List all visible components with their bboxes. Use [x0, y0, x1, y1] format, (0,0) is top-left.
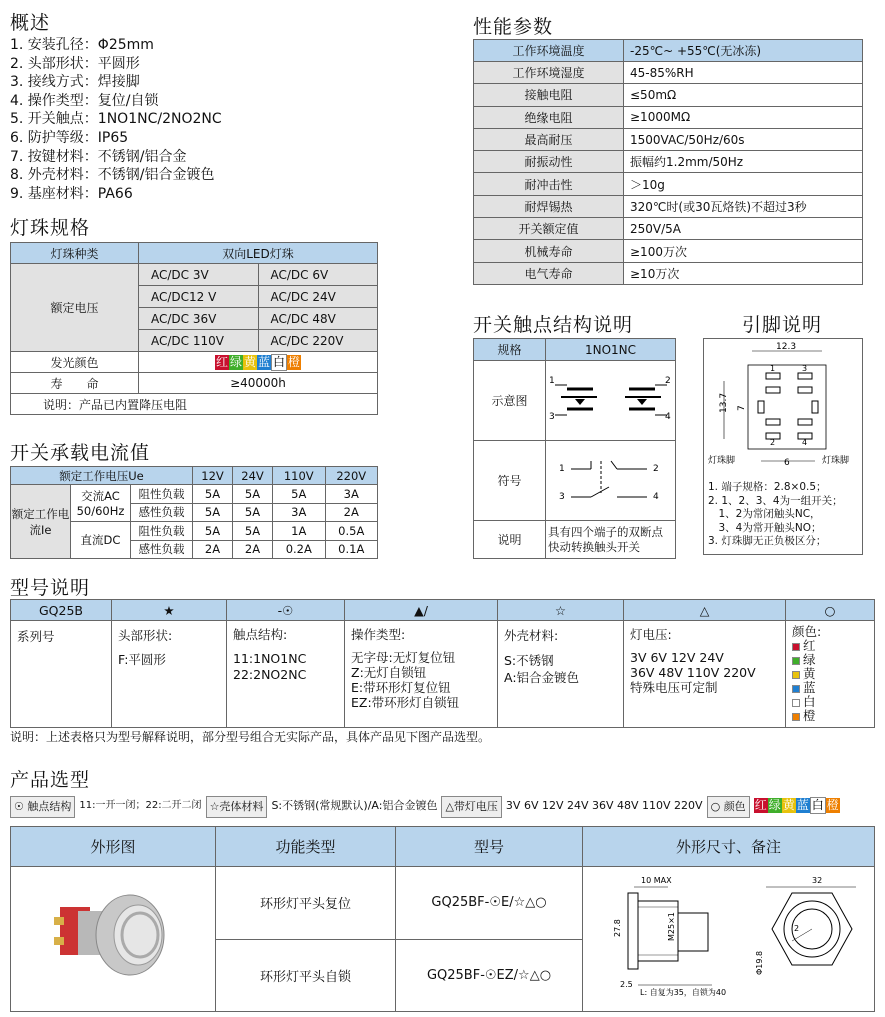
cell: 0.2A — [273, 540, 325, 559]
note: 3. 灯珠脚无正负极区分； — [708, 535, 827, 547]
lamp-h1: 灯珠种类 — [11, 243, 139, 264]
perf-k: 最高耐压 — [474, 128, 624, 150]
lamp-h2: 双向LED灯珠 — [139, 243, 378, 264]
sh: 外形尺寸、备注 — [583, 827, 875, 867]
mh: ▲/ — [345, 600, 498, 621]
perf-v: 320℃时(或30瓦烙铁)不超过3秒 — [624, 195, 863, 217]
t: S:不锈钢 — [504, 653, 554, 668]
lamp-note: 说明：产品已内置降压电阻 — [11, 394, 378, 415]
schematic-diagram — [547, 361, 675, 437]
volt: AC/DC 36V — [139, 308, 259, 330]
color-item: 绿 — [792, 653, 868, 667]
dim-drawing — [586, 867, 871, 1007]
t: 操作类型: — [351, 627, 406, 642]
sel-title: 产品选型 — [10, 769, 91, 791]
perf-k: 工作环境温度 — [474, 40, 624, 62]
mh: ☆ — [498, 600, 624, 621]
cur-ac: 交流AC 50/60Hz — [71, 485, 131, 522]
cell: 5A — [233, 485, 273, 504]
cell: 5A — [193, 503, 233, 522]
color-swatch: 蓝 — [796, 798, 809, 812]
mh: -☉ — [227, 600, 345, 621]
list-item: 1. 安装孔径：Φ25mm — [10, 37, 154, 53]
svg-text:灯珠脚: 灯珠脚 — [822, 456, 850, 466]
v: 110V — [273, 467, 325, 485]
volt: AC/DC 48V — [258, 308, 378, 330]
c-h1: 规格 — [474, 339, 546, 361]
func: 环形灯平头复位 — [216, 867, 396, 940]
volt: AC/DC 3V — [139, 264, 259, 286]
rated-label: 额定电压 — [11, 264, 139, 352]
cell: 5A — [273, 485, 325, 504]
color-swatch: 绿 — [768, 798, 781, 812]
svg-text:3: 3 — [802, 364, 808, 373]
volt: AC/DC 110V — [139, 330, 259, 352]
v: 24V — [233, 467, 273, 485]
list-item: 6. 防护等级：IP65 — [10, 129, 129, 146]
mh: GQ25B — [11, 600, 112, 621]
svg-text:2: 2 — [770, 438, 776, 447]
svg-text:灯珠脚: 灯珠脚 — [708, 456, 736, 466]
t: 11:1NO1NC — [233, 651, 307, 666]
cell: 5A — [193, 522, 233, 541]
volt: AC/DC12 V — [139, 286, 259, 308]
contact-table — [473, 338, 676, 559]
perf-v: ≥10万次 — [624, 262, 863, 284]
life-label: 寿 命 — [11, 373, 139, 394]
leg-colors — [754, 796, 840, 818]
color-swatch: 红 — [754, 798, 767, 812]
sel-table — [10, 826, 875, 1012]
t: EZ:带环形灯自锁钮 — [351, 695, 460, 710]
t: 36V 48V 110V 220V — [630, 665, 756, 680]
t: 无字母:无灯复位钮 — [351, 650, 456, 665]
color-item: 蓝 — [792, 681, 868, 695]
color-list — [792, 639, 868, 723]
cell: 2A — [233, 540, 273, 559]
color-swatch: 蓝 — [258, 354, 271, 369]
color-swatches — [139, 352, 378, 373]
current-table — [10, 466, 378, 559]
perf-v: 1500VAC/50Hz/60s — [624, 128, 863, 150]
svg-text:12.3: 12.3 — [776, 342, 797, 352]
perf-table — [473, 39, 863, 285]
c-r3: 说明 — [474, 521, 546, 559]
sh: 型号 — [396, 827, 583, 867]
t: 3V 6V 12V 24V — [630, 650, 724, 665]
life-value: ≥40000h — [139, 373, 378, 394]
cell: 3A — [273, 503, 325, 522]
schematic — [546, 361, 676, 441]
list-item: 8. 外壳材料：不锈钢/铝合金镀色 — [10, 167, 215, 184]
cell: 2A — [325, 503, 378, 522]
load: 感性负载 — [131, 503, 193, 522]
sel-legend — [10, 796, 875, 818]
volt: AC/DC 220V — [258, 330, 378, 352]
mh: ★ — [112, 600, 227, 621]
color-swatch: 黄 — [243, 354, 256, 369]
model-note: 说明：上述表格只为型号解释说明，部分型号组合无实际产品，具体产品见下图产品选型。 — [10, 730, 491, 744]
sh: 功能类型 — [216, 827, 396, 867]
v: 12V — [193, 467, 233, 485]
n2: 2 — [664, 376, 671, 386]
list-item: 5. 开关触点：1NO1NC/2NO2NC — [10, 111, 222, 128]
svg-text:2: 2 — [794, 924, 800, 933]
v: 220V — [325, 467, 378, 485]
perf-v: 45-85%RH — [624, 62, 863, 84]
cell: 5A — [233, 522, 273, 541]
n1: 1 — [548, 376, 555, 386]
svg-text:1: 1 — [558, 464, 565, 474]
perf-k: 接触电阻 — [474, 84, 624, 106]
cur-rated: 额定工作电流Ie — [11, 485, 71, 559]
svg-text:4: 4 — [652, 492, 659, 502]
perf-k: 机械寿命 — [474, 240, 624, 262]
lamp-table — [10, 242, 378, 415]
cell: 5A — [233, 503, 273, 522]
c-r2: 符号 — [474, 441, 546, 521]
color-swatch: 橙 — [288, 354, 301, 369]
cell: 2A — [193, 540, 233, 559]
note: 1、2为常闭触头NC， — [708, 508, 821, 520]
model-table — [10, 599, 875, 728]
list-item: 2. 头部形状：平圆形 — [10, 55, 140, 72]
n4: 4 — [664, 412, 671, 422]
color-item: 红 — [792, 639, 868, 653]
svg-text:2: 2 — [652, 464, 659, 474]
model-no: GQ25BF-☉E/☆△○ — [396, 867, 583, 940]
t: 22:2NO2NC — [233, 667, 307, 682]
svg-text:2.5: 2.5 — [620, 980, 633, 989]
perf-k: 开关额定值 — [474, 218, 624, 240]
color-swatch: 黄 — [782, 798, 795, 812]
color-swatch: 白 — [273, 354, 286, 369]
symbol — [546, 441, 676, 521]
perf-v: 振幅约1.2mm/50Hz — [624, 151, 863, 173]
t: A:铝合金镀色 — [504, 670, 580, 685]
cell: 1A — [273, 522, 325, 541]
mh: △ — [624, 600, 786, 621]
perf-k: 工作环境湿度 — [474, 62, 624, 84]
mh: ○ — [786, 600, 875, 621]
leg4: ○ 颜色 — [707, 796, 750, 818]
leg1v: 11:一开一闭；22:二开二闭 — [79, 800, 202, 811]
model-no: GQ25BF-☉EZ/☆△○ — [396, 939, 583, 1012]
cur-head: 额定工作电压Ue — [11, 467, 193, 485]
color-label: 发光颜色 — [11, 352, 139, 373]
switch-photo — [38, 877, 188, 997]
dims — [583, 867, 875, 1012]
current-title: 开关承载电流值 — [10, 442, 151, 464]
note: 2. 1、2、3、4为一组开关； — [708, 494, 843, 507]
leg2v: S:不锈钢(常规默认)/A:铝合金镀色 — [271, 799, 438, 812]
t: E:带环形灯复位钮 — [351, 680, 451, 695]
pin-notes — [704, 481, 862, 549]
color-swatch: 白 — [811, 798, 824, 812]
model-title: 型号说明 — [10, 577, 91, 599]
perf-k: 绝缘电阻 — [474, 106, 624, 128]
load: 阻性负载 — [131, 522, 193, 541]
svg-text:32: 32 — [812, 876, 823, 885]
load: 阻性负载 — [131, 485, 193, 504]
load: 感性负载 — [131, 540, 193, 559]
volt: AC/DC 24V — [258, 286, 378, 308]
cell: 5A — [193, 485, 233, 504]
overview-title: 概述 — [10, 12, 51, 34]
list-item: 9. 基座材料：PA66 — [10, 185, 133, 202]
list-item: 3. 接线方式：焊接脚 — [10, 74, 140, 91]
color-swatch: 红 — [215, 354, 228, 369]
c-h2: 1NO1NC — [546, 339, 676, 361]
leg3: △带灯电压 — [441, 796, 501, 818]
color-item: 橙 — [792, 709, 868, 723]
t: 灯电压: — [630, 627, 672, 642]
color-item: 黄 — [792, 667, 868, 681]
t: Z:无灯自锁钮 — [351, 665, 427, 680]
t: F:平圆形 — [118, 652, 166, 667]
pin-diagram — [704, 339, 862, 477]
perf-v: ≤50mΩ — [624, 84, 863, 106]
pin-title: 引脚说明 — [742, 314, 823, 336]
t: 外壳材料: — [504, 628, 559, 643]
lamp-title: 灯珠规格 — [10, 217, 91, 239]
perf-v: 250V/5A — [624, 218, 863, 240]
t: 触点结构: — [233, 627, 288, 642]
color-swatch: 橙 — [826, 798, 839, 812]
svg-text:3: 3 — [558, 492, 565, 502]
svg-text:27.8: 27.8 — [613, 919, 622, 937]
svg-text:L: 自复为35，自锁为40: L: 自复为35，自锁为40 — [640, 988, 727, 997]
note: 3、4为常开触头NO； — [708, 521, 822, 534]
svg-text:Φ19.8: Φ19.8 — [755, 950, 764, 975]
symbol-diagram — [547, 441, 675, 517]
leg1: ☉ 触点结构 — [10, 796, 75, 818]
pin-box — [703, 338, 863, 555]
svg-text:13.7: 13.7 — [719, 392, 729, 413]
t: 头部形状: — [118, 628, 173, 643]
list-item: 4. 操作类型：复位/自锁 — [10, 92, 159, 109]
contact-title: 开关触点结构说明 — [473, 314, 634, 336]
n3: 3 — [548, 412, 555, 422]
list-item: 7. 按键材料：不锈钢/铝合金 — [10, 148, 187, 165]
perf-title: 性能参数 — [473, 16, 554, 38]
volt: AC/DC 6V — [258, 264, 378, 286]
note: 1. 端子规格：2.8×0.5； — [708, 481, 827, 493]
c-r1: 示意图 — [474, 361, 546, 441]
svg-text:7: 7 — [737, 405, 747, 411]
svg-text:10 MAX: 10 MAX — [641, 876, 672, 885]
svg-text:6: 6 — [784, 458, 790, 468]
perf-v: -25℃~ +55℃(无冰冻) — [624, 40, 863, 62]
t: 特殊电压可定制 — [630, 680, 718, 695]
perf-v: ≥1000MΩ — [624, 106, 863, 128]
cell: 0.1A — [325, 540, 378, 559]
color-item: 白 — [792, 695, 868, 709]
svg-text:M25×1: M25×1 — [667, 912, 676, 941]
perf-v: ≥100万次 — [624, 240, 863, 262]
overview-list — [10, 36, 222, 203]
cell: 3A — [325, 485, 378, 504]
product-photo — [11, 867, 216, 1012]
perf-k: 耐冲击性 — [474, 173, 624, 195]
cur-dc: 直流DC — [71, 522, 131, 559]
func: 环形灯平头自锁 — [216, 939, 396, 1012]
perf-k: 耐振动性 — [474, 151, 624, 173]
cell: 0.5A — [325, 522, 378, 541]
leg2: ☆壳体材料 — [206, 796, 268, 818]
svg-text:1: 1 — [770, 364, 776, 373]
sh: 外形图 — [11, 827, 216, 867]
perf-k: 耐焊锡热 — [474, 195, 624, 217]
series: 系列号 — [11, 621, 112, 728]
t: 颜色: — [792, 624, 822, 639]
svg-text:4: 4 — [802, 438, 808, 447]
leg3v: 3V 6V 12V 24V 36V 48V 110V 220V — [505, 799, 703, 812]
perf-v: ＞10g — [624, 173, 863, 195]
c-desc: 具有四个端子的双断点快动转换触头开关 — [546, 521, 676, 559]
color-swatch: 绿 — [229, 354, 242, 369]
perf-k: 电气寿命 — [474, 262, 624, 284]
